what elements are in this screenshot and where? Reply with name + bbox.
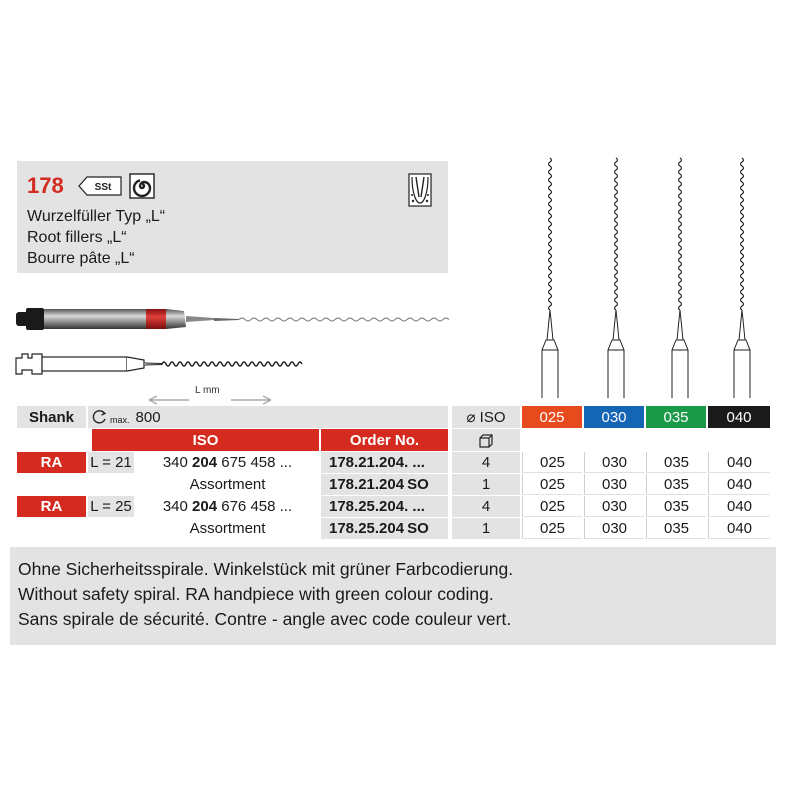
instrument-schematic	[14, 348, 304, 380]
material-badge-label: SSt	[94, 182, 112, 193]
iso-value-cell: 030	[584, 452, 644, 473]
order-no-cell: 178.21.204. ...	[321, 452, 448, 473]
instrument-photo	[14, 298, 454, 338]
rotation-icon	[92, 410, 108, 424]
iso-code-suffix: 675 458 ...	[217, 454, 293, 471]
pack-quantity-cell: 1	[452, 474, 520, 495]
product-name-fr: Bourre pâte „L“	[27, 250, 135, 267]
iso-value-cell: 030	[584, 496, 644, 517]
shank-type-ra: RA	[17, 452, 86, 473]
iso-code-suffix: 676 458 ...	[217, 498, 293, 515]
shank-type-ra: RA	[17, 496, 86, 517]
footer-note-fr: Sans spirale de sécurité. Contre - angle avec code couleur vert.	[18, 609, 512, 629]
iso-code-prefix: 340	[162, 498, 193, 515]
length-cell: L = 21	[88, 452, 134, 473]
root-canal-icon	[408, 173, 432, 207]
package-icon	[478, 433, 494, 448]
length-label: L mm	[195, 385, 220, 396]
order-no-suffix: SO	[407, 476, 429, 493]
iso-value-cell: 030	[584, 518, 644, 539]
iso-code-prefix: 340	[162, 454, 193, 471]
iso-value-cell: 035	[646, 474, 706, 495]
product-number: 178	[27, 173, 64, 198]
iso-value-cell: 035	[646, 496, 706, 517]
file-tip	[608, 158, 624, 398]
file-tip	[672, 158, 688, 398]
length-cell: L = 25	[88, 496, 134, 517]
iso-size-header: 035	[646, 406, 706, 428]
order-no-cell	[321, 474, 448, 495]
order-no-cell: 178.25.204. ...	[321, 496, 448, 517]
speed-value: 800	[135, 408, 161, 426]
file-tip	[734, 158, 750, 398]
iso-value-cell: 025	[522, 496, 582, 517]
footer-notes	[10, 547, 776, 645]
iso-size-header: 030	[584, 406, 644, 428]
iso-value-cell: 025	[522, 518, 582, 539]
spiral-icon	[129, 173, 155, 199]
file-tip	[542, 158, 558, 398]
iso-size-header: 025	[522, 406, 582, 428]
shank-label: Shank	[17, 406, 86, 428]
assortment-cell: Assortment	[189, 476, 266, 493]
product-name-en: Root fillers „L“	[27, 229, 127, 246]
order-no-column-header: Order No.	[321, 429, 448, 451]
order-no-text: 178.25.204	[329, 520, 405, 537]
iso-value-cell: 040	[708, 518, 770, 539]
speed-max-label: max.	[110, 414, 130, 425]
product-header	[17, 161, 448, 273]
product-name-de: Wurzelfüller Typ „L“	[27, 208, 166, 225]
pack-quantity-cell: 4	[452, 496, 520, 517]
iso-code-bold: 204	[192, 454, 218, 471]
iso-value-cell: 035	[646, 452, 706, 473]
order-no-cell	[321, 518, 448, 539]
iso-value-cell: 040	[708, 496, 770, 517]
iso-value-cell: 025	[522, 474, 582, 495]
iso-value-cell: 040	[708, 474, 770, 495]
order-no-suffix: SO	[407, 520, 429, 537]
pack-quantity-cell: 4	[452, 452, 520, 473]
iso-value-cell: 025	[522, 452, 582, 473]
footer-note-en: Without safety spiral. RA handpiece with green colour coding.	[18, 584, 494, 604]
iso-value-cell: 040	[708, 452, 770, 473]
footer-note-de: Ohne Sicherheitsspirale. Winkelstück mit grüner Farbcodierung.	[18, 559, 514, 579]
speed-cell	[88, 406, 448, 428]
file-tip-drawings	[528, 150, 768, 400]
iso-column-header: ISO	[92, 429, 319, 451]
material-badge	[77, 175, 123, 197]
iso-code-cell	[136, 496, 319, 517]
iso-value-cell: 035	[646, 518, 706, 539]
iso-code-bold: 204	[192, 498, 218, 515]
iso-code-cell	[136, 452, 319, 473]
order-no-text: 178.21.204	[329, 476, 405, 493]
package-icon-cell	[452, 429, 520, 451]
pack-quantity-cell: 1	[452, 518, 520, 539]
iso-size-header: 040	[708, 406, 770, 428]
assortment-cell: Assortment	[189, 520, 266, 537]
iso-value-cell: 030	[584, 474, 644, 495]
iso-size-header-label: ⌀ ISO	[452, 406, 520, 428]
